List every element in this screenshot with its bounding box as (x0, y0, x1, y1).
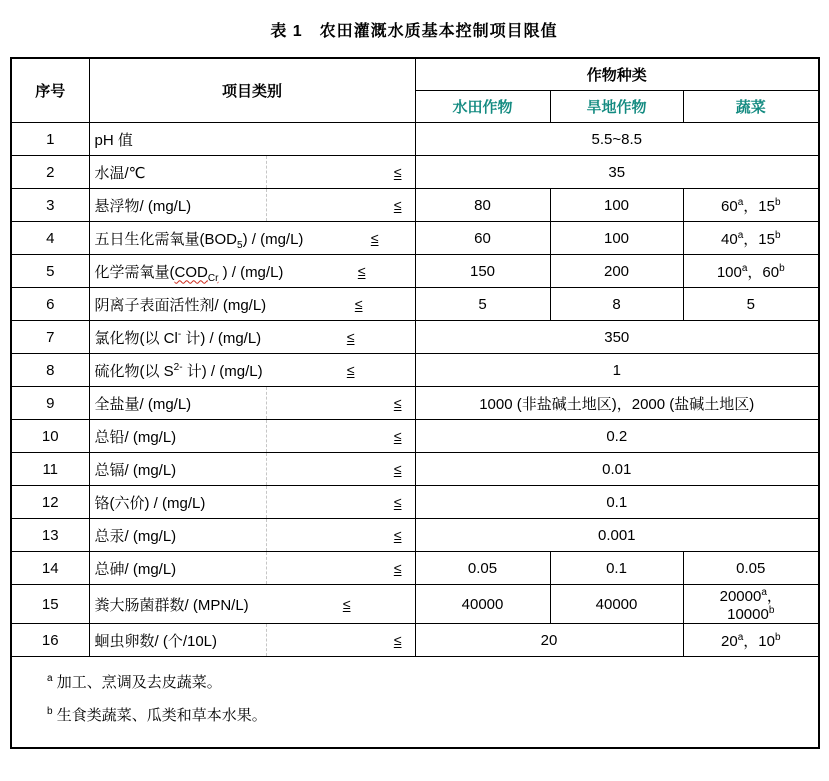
limit-value-cell: 20$^a$，10$^b$ (683, 624, 819, 657)
less-than-or-equal-symbol: ≤ (393, 164, 402, 180)
project-label: 化学需氧量($COD_{Cr}$ ) / (mg/L) (94, 263, 284, 284)
less-than-or-equal-symbol: ≤ (370, 230, 379, 246)
table-row (11, 321, 819, 354)
project-label: 粪大肠菌群数/ (MPN/L) (94, 596, 249, 614)
limit-value-cell: 350 (415, 321, 819, 354)
header-vegetables: 蔬菜 (683, 91, 819, 123)
limit-value-cell: 5 (415, 288, 550, 321)
less-than-or-equal-symbol: ≤ (393, 494, 402, 510)
limit-value-cell: 0.1 (550, 552, 683, 585)
project-label: 全盐量/ (mg/L) (94, 395, 192, 413)
footnote-cell (11, 657, 819, 749)
irrigation-limits-table (10, 57, 820, 749)
row-serial-number: 10 (11, 420, 89, 453)
project-label: 硫化物(以 $S^{2-}$ 计) / (mg/L) (94, 361, 263, 380)
limit-value-cell: 60$^a$，15$^b$ (683, 189, 819, 222)
limit-value-cell: 1 (415, 354, 819, 387)
limit-value-cell: 60 (415, 222, 550, 255)
project-category-cell (89, 255, 415, 288)
header-crop-type: 作物种类 (415, 58, 819, 91)
footnote-a-text: 加工、烹调及去皮蔬菜。 (56, 674, 222, 691)
limit-value-cell: 100 (550, 189, 683, 222)
limit-value-cell: 35 (415, 156, 819, 189)
table-row (11, 486, 819, 519)
table-row (11, 222, 819, 255)
table-row (11, 420, 819, 453)
limit-value-cell: 0.1 (415, 486, 819, 519)
project-category-cell (89, 420, 415, 453)
limit-value-cell: 40000 (550, 585, 683, 624)
row-serial-number: 15 (11, 585, 89, 624)
header-dryland-crops: 旱地作物 (550, 91, 683, 123)
project-category-cell (89, 189, 415, 222)
project-label: 蛔虫卵数/ (个/10L) (94, 632, 218, 650)
limit-value-cell: 100 (550, 222, 683, 255)
project-label: 悬浮物/ (mg/L) (94, 197, 192, 215)
limit-value-cell: 100$^a$，60$^b$ (683, 255, 819, 288)
project-category-cell (89, 453, 415, 486)
row-serial-number: 12 (11, 486, 89, 519)
project-category-cell (89, 624, 415, 657)
header-serial-number: 序号 (11, 58, 89, 123)
limit-value-cell: 80 (415, 189, 550, 222)
project-category-cell (89, 354, 415, 387)
less-than-or-equal-symbol: ≤ (393, 461, 402, 477)
project-category-cell (89, 288, 415, 321)
table-row (11, 624, 819, 657)
project-category-cell (89, 321, 415, 354)
row-serial-number: 7 (11, 321, 89, 354)
table-body (11, 123, 819, 657)
project-label: 水温/℃ (94, 164, 146, 182)
limit-value-cell: 1000 (非盐碱土地区)，2000 (盐碱土地区) (415, 387, 819, 420)
footnote-b (47, 704, 810, 725)
table-row (11, 255, 819, 288)
limit-value-cell: 0.001 (415, 519, 819, 552)
table-row (11, 354, 819, 387)
header-row-1 (11, 58, 819, 91)
project-label: 阴离子表面活性剂/ (mg/L) (94, 296, 267, 314)
project-category-cell (89, 156, 415, 189)
less-than-or-equal-symbol: ≤ (393, 632, 402, 648)
less-than-or-equal-symbol: ≤ (393, 560, 402, 576)
limit-value-cell: 40$^a$，15$^b$ (683, 222, 819, 255)
row-serial-number: 5 (11, 255, 89, 288)
row-serial-number: 14 (11, 552, 89, 585)
row-serial-number: 6 (11, 288, 89, 321)
less-than-or-equal-symbol: ≤ (393, 428, 402, 444)
limit-value-cell: 0.05 (683, 552, 819, 585)
row-serial-number: 9 (11, 387, 89, 420)
table-row (11, 156, 819, 189)
less-than-or-equal-symbol: ≤ (393, 197, 402, 213)
limit-value-cell: 0.05 (415, 552, 550, 585)
row-serial-number: 4 (11, 222, 89, 255)
table-row (11, 585, 819, 624)
row-serial-number: 8 (11, 354, 89, 387)
less-than-or-equal-symbol: ≤ (346, 362, 355, 378)
limit-value-cell: 5.5~8.5 (415, 123, 819, 156)
limit-value-cell: 8 (550, 288, 683, 321)
less-than-or-equal-symbol: ≤ (354, 296, 363, 312)
row-serial-number: 11 (11, 453, 89, 486)
footnote-b-marker: b (47, 706, 53, 717)
limit-value-cell: 0.01 (415, 453, 819, 486)
less-than-or-equal-symbol: ≤ (342, 596, 351, 612)
project-category-cell (89, 585, 415, 624)
less-than-or-equal-symbol: ≤ (357, 263, 366, 279)
footnote-row (11, 657, 819, 749)
row-serial-number: 16 (11, 624, 89, 657)
table-row (11, 288, 819, 321)
table-row (11, 189, 819, 222)
limit-value-cell: 20 (415, 624, 683, 657)
table-title: 表 1 农田灌溉水质基本控制项目限值 (270, 23, 558, 40)
table-footnotes (11, 657, 819, 749)
table-row (11, 552, 819, 585)
project-label: 氯化物(以 Cl- 计) / (mg/L) (94, 328, 262, 347)
table-row (11, 123, 819, 156)
less-than-or-equal-symbol: ≤ (346, 329, 355, 345)
project-category-cell (89, 552, 415, 585)
project-category-cell (89, 486, 415, 519)
table-row (11, 453, 819, 486)
project-category-cell (89, 387, 415, 420)
header-paddy-crops: 水田作物 (415, 91, 550, 123)
limit-value-cell: 0.2 (415, 420, 819, 453)
footnote-a (47, 671, 810, 692)
footnote-b-text: 生食类蔬菜、瓜类和草本水果。 (56, 707, 267, 724)
project-label: pH 值 (94, 131, 133, 149)
less-than-or-equal-symbol: ≤ (393, 527, 402, 543)
row-serial-number: 3 (11, 189, 89, 222)
project-label: 五日生化需氧量$(BOD_5) / (mg/L)$ (94, 230, 304, 251)
project-label: 总镉/ (mg/L) (94, 461, 177, 479)
limit-value-cell: 5 (683, 288, 819, 321)
project-label: 总汞/ (mg/L) (94, 527, 177, 545)
limit-value-cell: 200 (550, 255, 683, 288)
header-project-category: 项目类别 (89, 58, 415, 123)
limit-value-cell: 20000$^a$， 10000$^b$ (683, 585, 819, 624)
project-label: 总铅/ (mg/L) (94, 428, 177, 446)
project-category-cell (89, 222, 415, 255)
project-label: 铬(六价) / (mg/L) (94, 494, 206, 512)
table-row (11, 519, 819, 552)
limit-value-cell: 40000 (415, 585, 550, 624)
project-label: 总砷/ (mg/L) (94, 560, 177, 578)
less-than-or-equal-symbol: ≤ (393, 395, 402, 411)
row-serial-number: 2 (11, 156, 89, 189)
table-header (11, 58, 819, 123)
project-category-cell (89, 123, 415, 156)
row-serial-number: 13 (11, 519, 89, 552)
limit-value-cell: 150 (415, 255, 550, 288)
table-row (11, 387, 819, 420)
footnote-a-marker: a (47, 673, 53, 684)
project-category-cell (89, 519, 415, 552)
row-serial-number: 1 (11, 123, 89, 156)
